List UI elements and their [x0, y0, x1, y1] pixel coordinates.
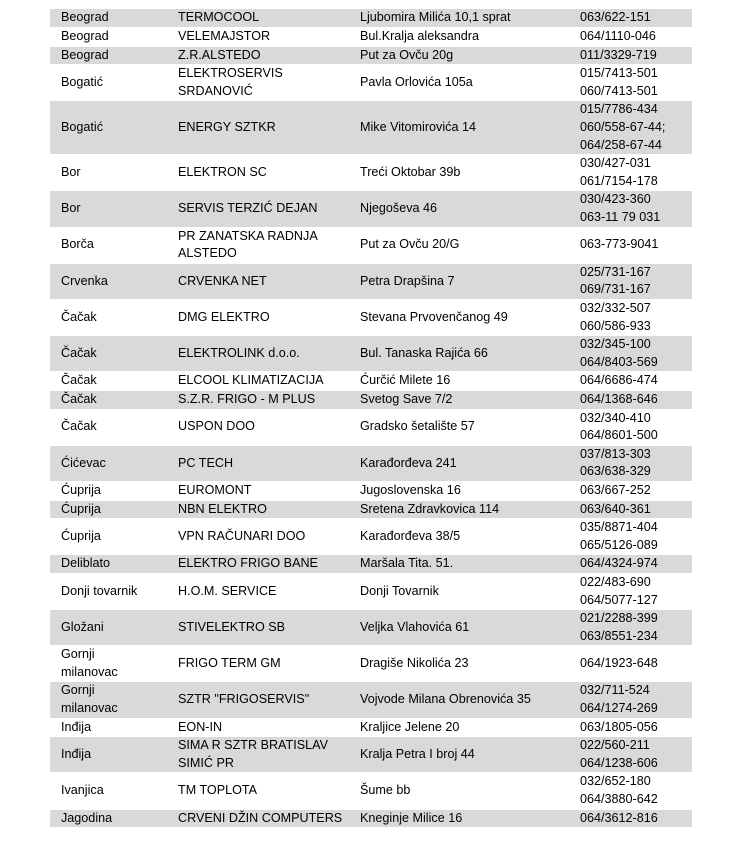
table-body — [50, 9, 692, 828]
table-row — [50, 65, 692, 101]
address-cell — [349, 718, 569, 737]
phone-cell-line: 011/3329-719 — [580, 47, 657, 62]
address-cell-line: Šume bb — [360, 783, 411, 798]
company-name-cell-line: ELEKTRO FRIGO BANE — [178, 556, 318, 571]
address-cell-line: Maršala Tita. 51. — [360, 556, 454, 571]
phone-cell-line: 037/813-303 — [580, 446, 651, 461]
city-cell-line: Beograd — [61, 29, 109, 44]
city-cell — [50, 519, 167, 555]
table-row — [50, 227, 692, 263]
address-cell — [349, 300, 569, 336]
address-cell — [349, 336, 569, 372]
city-cell-line: Beograd — [61, 47, 109, 62]
city-cell — [50, 390, 167, 409]
city-cell — [50, 191, 167, 227]
address-cell-line: Vojvode Milana Obrenovića 35 — [360, 692, 531, 707]
company-name-cell-line: VELEMAJSTOR — [178, 29, 271, 44]
city-cell — [50, 646, 167, 682]
company-name-cell-line: EUROMONT — [178, 482, 252, 497]
company-name-cell-line: H.O.M. SERVICE — [178, 583, 277, 598]
phone-cell-line: 022/483-690 — [580, 574, 651, 589]
company-name-cell — [167, 65, 349, 101]
address-cell-line: Donji Tovarnik — [360, 583, 439, 598]
company-name-cell-line: USPON DOO — [178, 419, 255, 434]
city-cell-line: Crvenka — [61, 273, 108, 288]
company-name-cell — [167, 336, 349, 372]
city-cell-line: Bogatić — [61, 120, 104, 135]
company-name-cell-line: TERMOCOOL — [178, 10, 260, 25]
phone-cell-line: 069/731-167 — [580, 282, 651, 297]
phone-cell — [569, 101, 692, 155]
phone-cell-line: 061/7154-178 — [580, 173, 658, 188]
company-name-cell — [167, 573, 349, 609]
phone-cell-line: 015/7413-501 — [580, 66, 658, 81]
city-cell-line: Donji tovarnik — [61, 583, 138, 598]
table-row — [50, 519, 692, 555]
city-cell — [50, 227, 167, 263]
phone-cell — [569, 9, 692, 28]
phone-cell-line: 064/3880-642 — [580, 792, 658, 807]
address-cell-line: Pavla Orlovića 105a — [360, 75, 473, 90]
city-cell-line: Deliblato — [61, 556, 111, 571]
phone-cell — [569, 263, 692, 299]
city-cell-line: Gložani — [61, 619, 104, 634]
phone-cell-line: 030/423-360 — [580, 192, 651, 207]
company-name-cell-line: PR ZANATSKA RADNJA — [178, 228, 318, 243]
city-cell-line: Bor — [61, 165, 81, 180]
service-directory-table — [50, 9, 692, 828]
phone-cell-line: 032/652-180 — [580, 774, 651, 789]
address-cell — [349, 155, 569, 191]
company-name-cell-line: ELEKTROSERVIS — [178, 66, 283, 81]
table-row — [50, 445, 692, 481]
city-cell-line: Bogatić — [61, 75, 104, 90]
company-name-cell-line: SIMA R SZTR BRATISLAV — [178, 738, 328, 753]
address-cell-line: Ćurčić Milete 16 — [360, 373, 451, 388]
company-name-cell-line: SIMIĆ PR — [178, 755, 234, 770]
city-cell-line: Čačak — [61, 419, 97, 434]
phone-cell-line: 060/558-67-44; — [580, 120, 666, 135]
phone-cell-line: 063/8551-234 — [580, 628, 658, 643]
company-name-cell-line: ALSTEDO — [178, 246, 237, 261]
address-cell-line: Mike Vitomirovića 14 — [360, 120, 476, 135]
phone-cell-line: 063/638-329 — [580, 464, 651, 479]
table-row — [50, 336, 692, 372]
phone-cell-line: 063-773-9041 — [580, 237, 659, 252]
company-name-cell — [167, 500, 349, 519]
company-name-cell-line: ELEKTRON SC — [178, 165, 267, 180]
phone-cell — [569, 718, 692, 737]
company-name-cell — [167, 682, 349, 718]
phone-cell-line: 064/8403-569 — [580, 354, 658, 369]
city-cell — [50, 300, 167, 336]
company-name-cell-line: DMG ELEKTRO — [178, 309, 270, 324]
city-cell — [50, 445, 167, 481]
company-name-cell — [167, 773, 349, 809]
phone-cell-line: 032/711-524 — [580, 683, 650, 698]
city-cell — [50, 773, 167, 809]
address-cell — [349, 191, 569, 227]
company-name-cell-line: STIVELEKTRO SB — [178, 619, 286, 634]
company-name-cell-line: ELEKTROLINK d.o.o. — [178, 346, 300, 360]
city-cell — [50, 409, 167, 445]
address-cell — [349, 227, 569, 263]
city-cell — [50, 46, 167, 65]
company-name-cell-line: S.Z.R. FRIGO - M PLUS — [178, 391, 316, 406]
address-cell — [349, 481, 569, 500]
phone-cell-line: 064/1274-269 — [580, 701, 658, 716]
company-name-cell — [167, 555, 349, 574]
phone-cell-line: 030/427-031 — [580, 156, 651, 171]
address-cell-line: Karađorđeva 38/5 — [360, 528, 461, 543]
phone-cell-line: 025/731-167 — [580, 264, 651, 279]
phone-cell-line: 060/586-933 — [580, 318, 651, 333]
table-row — [50, 682, 692, 718]
table-row — [50, 372, 692, 391]
city-cell-line: Ćuprija — [61, 501, 101, 516]
phone-cell-line: 064/4324-974 — [580, 556, 658, 571]
city-cell — [50, 372, 167, 391]
phone-cell — [569, 46, 692, 65]
table-row — [50, 390, 692, 409]
table-row — [50, 9, 692, 28]
table-row — [50, 573, 692, 609]
city-cell-line: Čačak — [61, 309, 97, 324]
phone-cell-line: 064/258-67-44 — [580, 137, 662, 152]
company-name-cell — [167, 390, 349, 409]
city-cell-line: Bor — [61, 201, 81, 216]
table-row — [50, 28, 692, 47]
company-name-cell — [167, 445, 349, 481]
address-cell-line: Dragiše Nikolića 23 — [360, 656, 469, 671]
company-name-cell — [167, 263, 349, 299]
address-cell — [349, 809, 569, 828]
company-name-cell — [167, 519, 349, 555]
company-name-cell — [167, 227, 349, 263]
company-name-cell-line: Z.R.ALSTEDO — [178, 47, 261, 62]
company-name-cell — [167, 9, 349, 28]
address-cell-line: Treći Oktobar 39b — [360, 165, 461, 180]
company-name-cell-line: SERVIS TERZIĆ DEJAN — [178, 201, 318, 216]
company-name-cell-line: NBN ELEKTRO — [178, 501, 267, 516]
address-cell — [349, 445, 569, 481]
address-cell-line: Ljubomira Milića 10,1 sprat — [360, 10, 511, 25]
city-cell — [50, 809, 167, 828]
city-cell-line: Ćićevac — [61, 455, 106, 470]
phone-cell — [569, 372, 692, 391]
city-cell-line: milanovac — [61, 664, 118, 679]
company-name-cell — [167, 718, 349, 737]
table-row — [50, 718, 692, 737]
phone-cell-line: 064/3612-816 — [580, 810, 658, 825]
address-cell — [349, 390, 569, 409]
city-cell-line: Borča — [61, 237, 94, 252]
city-cell-line: Gornji — [61, 683, 95, 698]
company-name-cell — [167, 646, 349, 682]
phone-cell — [569, 409, 692, 445]
table-row — [50, 500, 692, 519]
company-name-cell-line: SRDANOVIĆ — [178, 83, 253, 98]
company-name-cell — [167, 155, 349, 191]
phone-cell-line: 063/667-252 — [580, 482, 651, 497]
address-cell — [349, 28, 569, 47]
city-cell-line: Jagodina — [61, 810, 113, 825]
phone-cell — [569, 610, 692, 646]
address-cell-line: Stevana Prvovenčanog 49 — [360, 309, 508, 324]
address-cell — [349, 409, 569, 445]
city-cell-line: Inđija — [61, 719, 92, 734]
address-cell — [349, 555, 569, 574]
address-cell — [349, 372, 569, 391]
table-row — [50, 809, 692, 828]
address-cell-line: Bul. Tanaska Rajića 66 — [360, 346, 488, 360]
city-cell — [50, 737, 167, 773]
company-name-cell — [167, 809, 349, 828]
address-cell-line: Kralja Petra I broj 44 — [360, 747, 475, 762]
city-cell — [50, 9, 167, 28]
phone-cell-line: 032/332-507 — [580, 301, 651, 316]
company-name-cell-line: ENERGY SZTKR — [178, 120, 276, 135]
phone-cell — [569, 646, 692, 682]
phone-cell-line: 060/7413-501 — [580, 83, 658, 98]
address-cell — [349, 101, 569, 155]
company-name-cell — [167, 191, 349, 227]
phone-cell — [569, 336, 692, 372]
address-cell — [349, 263, 569, 299]
phone-cell — [569, 737, 692, 773]
table-row — [50, 773, 692, 809]
city-cell-line: Ćuprija — [61, 528, 101, 543]
table-row — [50, 46, 692, 65]
city-cell — [50, 718, 167, 737]
city-cell — [50, 101, 167, 155]
phone-cell — [569, 519, 692, 555]
phone-cell-line: 063-11 79 031 — [580, 210, 661, 225]
phone-cell — [569, 28, 692, 47]
city-cell — [50, 65, 167, 101]
address-cell-line: Bul.Kralja aleksandra — [360, 29, 480, 44]
company-name-cell — [167, 481, 349, 500]
city-cell-line: Čačak — [61, 391, 97, 406]
phone-cell — [569, 682, 692, 718]
address-cell — [349, 65, 569, 101]
phone-cell — [569, 445, 692, 481]
address-cell-line: Veljka Vlahovića 61 — [360, 619, 470, 634]
city-cell-line: Inđija — [61, 747, 92, 762]
company-name-cell — [167, 610, 349, 646]
table-row — [50, 737, 692, 773]
address-cell-line: Put za Ovču 20g — [360, 47, 454, 62]
phone-cell-line: 032/340-410 — [580, 410, 651, 425]
address-cell-line: Jugoslovenska 16 — [360, 482, 461, 497]
phone-cell-line: 021/2288-399 — [580, 611, 658, 626]
phone-cell — [569, 481, 692, 500]
company-name-cell-line: TM TOPLOTA — [178, 783, 258, 798]
city-cell — [50, 155, 167, 191]
address-cell-line: Svetog Save 7/2 — [360, 391, 453, 406]
address-cell — [349, 610, 569, 646]
city-cell-line: Gornji — [61, 647, 95, 662]
city-cell — [50, 573, 167, 609]
table-row — [50, 646, 692, 682]
address-cell — [349, 46, 569, 65]
table-row — [50, 155, 692, 191]
city-cell-line: Ćuprija — [61, 482, 101, 497]
company-name-cell-line: CRVENKA NET — [178, 273, 267, 288]
address-cell — [349, 773, 569, 809]
phone-cell — [569, 555, 692, 574]
phone-cell-line: 064/1110-046 — [580, 29, 656, 44]
address-cell — [349, 519, 569, 555]
phone-cell — [569, 65, 692, 101]
phone-cell-line: 022/560-211 — [580, 738, 650, 753]
address-cell — [349, 9, 569, 28]
phone-cell — [569, 500, 692, 519]
phone-cell-line: 064/1238-606 — [580, 755, 658, 770]
table-row — [50, 101, 692, 155]
company-name-cell-line: FRIGO TERM GM — [178, 656, 281, 671]
phone-cell-line: 035/8871-404 — [580, 520, 658, 535]
city-cell — [50, 610, 167, 646]
city-cell — [50, 481, 167, 500]
table-row — [50, 610, 692, 646]
company-name-cell — [167, 28, 349, 47]
table-row — [50, 191, 692, 227]
address-cell-line: Put za Ovču 20/G — [360, 237, 460, 252]
company-name-cell — [167, 372, 349, 391]
phone-cell — [569, 573, 692, 609]
address-cell-line: Kraljice Jelene 20 — [360, 719, 460, 734]
phone-cell-line: 063/622-151 — [580, 10, 651, 25]
phone-cell-line: 064/5077-127 — [580, 592, 658, 607]
company-name-cell — [167, 101, 349, 155]
city-cell — [50, 263, 167, 299]
company-name-cell — [167, 737, 349, 773]
phone-cell-line: 064/6686-474 — [580, 373, 658, 388]
address-cell-line: Karađorđeva 241 — [360, 455, 457, 470]
city-cell-line: Čačak — [61, 373, 97, 388]
company-name-cell — [167, 46, 349, 65]
phone-cell — [569, 300, 692, 336]
phone-cell-line: 064/1368-646 — [580, 391, 658, 406]
phone-cell-line: 063/1805-056 — [580, 719, 658, 734]
phone-cell-line: 032/345-100 — [580, 337, 651, 352]
table-row — [50, 481, 692, 500]
company-name-cell-line: VPN RAČUNARI DOO — [178, 528, 306, 543]
city-cell — [50, 555, 167, 574]
city-cell-line: Ivanjica — [61, 783, 104, 798]
phone-cell-line: 065/5126-089 — [580, 537, 658, 552]
table-row — [50, 300, 692, 336]
address-cell — [349, 682, 569, 718]
company-name-cell-line: SZTR "FRIGOSERVIS" — [178, 692, 310, 707]
city-cell — [50, 500, 167, 519]
address-cell — [349, 737, 569, 773]
city-cell — [50, 28, 167, 47]
city-cell-line: milanovac — [61, 701, 118, 716]
address-cell-line: Kneginje Milice 16 — [360, 810, 463, 825]
phone-cell — [569, 773, 692, 809]
table-row — [50, 263, 692, 299]
company-name-cell-line: EON-IN — [178, 719, 223, 734]
phone-cell — [569, 809, 692, 828]
phone-cell-line: 015/7786-434 — [580, 102, 658, 117]
phone-cell — [569, 155, 692, 191]
address-cell-line: Gradsko šetalište 57 — [360, 419, 475, 434]
address-cell-line: Petra Drapšina 7 — [360, 273, 455, 288]
city-cell-line: Beograd — [61, 10, 109, 25]
company-name-cell-line: CRVENI DŽIN COMPUTERS — [178, 810, 343, 825]
address-cell — [349, 646, 569, 682]
phone-cell-line: 063/640-361 — [580, 501, 651, 516]
phone-cell-line: 064/1923-648 — [580, 656, 658, 671]
company-name-cell — [167, 409, 349, 445]
company-name-cell — [167, 300, 349, 336]
phone-cell — [569, 227, 692, 263]
phone-cell-line: 064/8601-500 — [580, 428, 658, 443]
company-name-cell-line: ELCOOL KLIMATIZACIJA — [178, 373, 324, 388]
city-cell — [50, 682, 167, 718]
company-name-cell-line: PC TECH — [178, 455, 234, 470]
city-cell — [50, 336, 167, 372]
table-row — [50, 409, 692, 445]
address-cell — [349, 573, 569, 609]
address-cell-line: Njegoševa 46 — [360, 201, 438, 216]
city-cell-line: Čačak — [61, 346, 97, 360]
phone-cell — [569, 390, 692, 409]
table-row — [50, 555, 692, 574]
address-cell-line: Sretena Zdravkovica 114 — [360, 501, 500, 516]
phone-cell — [569, 191, 692, 227]
address-cell — [349, 500, 569, 519]
